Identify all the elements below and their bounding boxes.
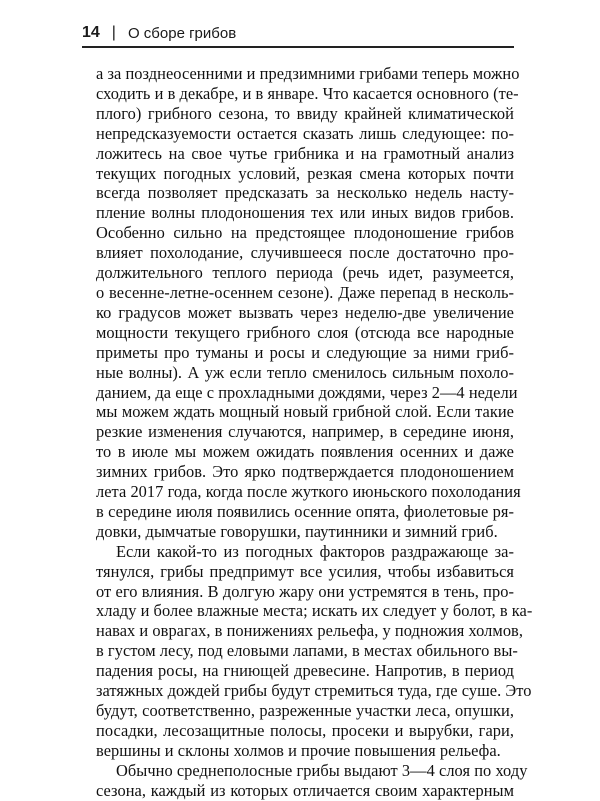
text-line: хладу и более влажные места; искать их следует у болот, в ка- [96, 601, 533, 621]
text-line: ко градусов может вызвать через неделю-две увеличение [96, 302, 514, 322]
text-line: плого) грибного сезона, то ввиду крайней климатической [96, 103, 514, 123]
running-header [82, 20, 514, 46]
page-number: 14 [82, 24, 100, 41]
text-line: мощности текущего грибного слоя (отсюда все народные [96, 322, 514, 342]
text-line: посадки, лесозащитные полосы, просеки и вырубки, гари, [96, 720, 514, 740]
text-line: Обычно среднеполосные грибы выдают 3—4 слоя по ходу [116, 760, 528, 780]
text-line: влияет похолодание, случившееся после достаточно про- [96, 243, 514, 263]
running-title: О сборе грибов [127, 24, 237, 42]
text-line: сходить и в декабре, и в январе. Что касается основного (те- [96, 83, 519, 103]
text-line: лета 2017 года, когда после жуткого июньского похолодания [96, 482, 521, 502]
text-line: мы можем ждать мощный новый грибной слой. Если такие [96, 402, 514, 422]
text-line: приметы про туманы и росы и следующие за ними гриб- [96, 342, 514, 362]
text-line: пление волны плодоношения тех или иных видов грибов. [96, 203, 514, 223]
text-line: будут, соответственно, разреженные участки леса, опушки, [96, 701, 514, 720]
text-line: ные волны). А уж если тепло сменилось сильным похоло- [96, 362, 514, 382]
text-line: в густом лесу, под еловыми лапами, в местах обильного вы- [96, 641, 518, 661]
text-line: от его влияния. В долгую жару они устремятся в тень, про- [96, 581, 514, 601]
text-line: тянулся, грибы предпримут все усилия, чтобы избавиться [96, 561, 514, 581]
text-line: вершины и склоны холмов и прочие повышения рельефа. [96, 740, 501, 760]
text-line: должительного теплого периода (речь идет, разумеется, [96, 263, 514, 283]
text-line: а за позднеосенними и предзимними грибами теперь можно [96, 64, 520, 83]
text-line: сезона, каждый из которых отличается своим характерным [96, 780, 514, 800]
header-separator: | [111, 24, 116, 41]
text-line: непредсказуемости остается сказать лишь следующее: по- [96, 123, 514, 143]
text-line: то в июле мы можем ожидать появления осенних и даже [96, 442, 514, 462]
text-line: всегда позволяет предсказать за несколько недель насту- [96, 183, 514, 203]
text-line: данием, да еще с прохладными дождями, через 2—4 недели [96, 382, 518, 402]
text-line: текущих погодных условий, резкая смена которых почти [96, 163, 514, 183]
body-text [96, 64, 533, 801]
text-line: довки, дымчатые говорушки, паутинники и зимний гриб. [96, 521, 498, 541]
header-rule [82, 46, 514, 48]
text-line: навах и оврагах, в понижениях рельефа, у подножия холмов, [96, 621, 523, 641]
text-line: в середине июля появились осенние опята, фиолетовые ря- [96, 501, 514, 521]
text-line: резкие изменения случаются, например, в середине июня, [96, 422, 514, 442]
text-line: зимних грибов. Это ярко подтверждается плодоношением [96, 462, 514, 482]
text-line: затяжных дождей грибы будут стремиться туда, где суше. Это [96, 681, 532, 701]
text-line: о весенне-летне-осеннем сезоне). Даже перепад в несколь- [96, 282, 514, 302]
text-line: падения росы, на гниющей древесине. Напротив, в период [96, 661, 514, 681]
text-line: Особенно сильно на предстоящее плодоношение грибов [96, 223, 514, 243]
text-line: Если какой-то из погодных факторов раздражающе за- [116, 541, 514, 561]
text-line: ложитесь на свое чутье грибника и на грамотный анализ [96, 143, 514, 163]
